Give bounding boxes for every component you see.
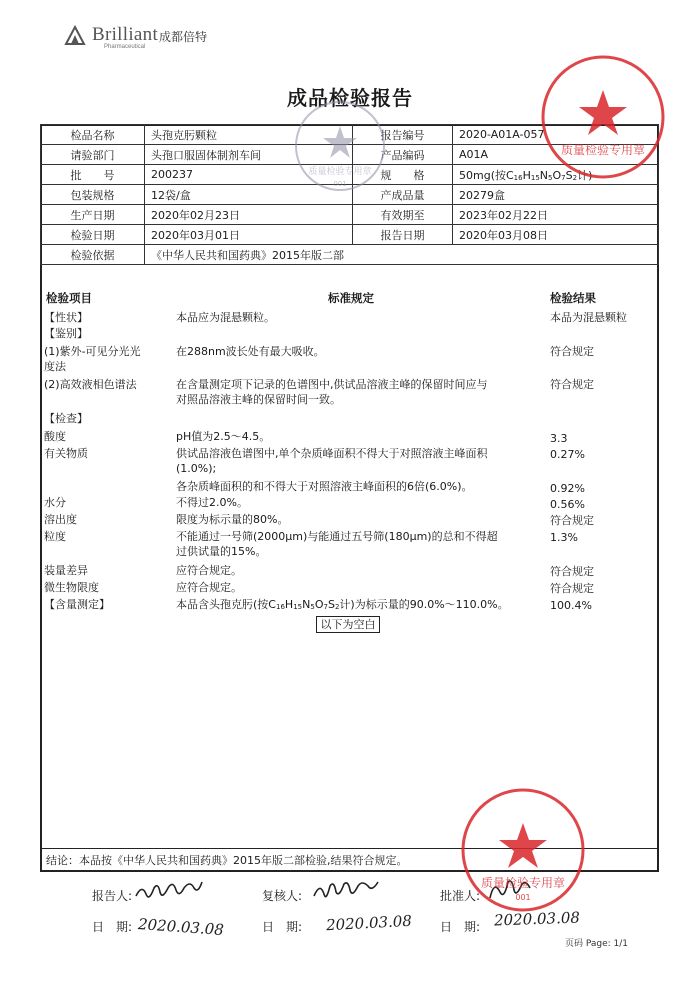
test-item: 酸度 — [44, 430, 66, 443]
test-standard — [176, 597, 509, 615]
info-label: 产成品量 — [353, 185, 453, 205]
date-label: 日 期: — [92, 920, 133, 934]
section-heading: 【鉴别】 — [44, 327, 88, 340]
info-label: 规 格 — [353, 165, 453, 185]
company-qa-stamp-top — [528, 52, 678, 182]
formula-subscript: 7 — [561, 173, 566, 182]
spec-text: 50mg(按C — [459, 168, 514, 182]
test-result: 本品为混悬颗粒 — [550, 311, 627, 324]
stamp-number: 001 — [515, 893, 531, 902]
formula-element: S — [565, 168, 573, 182]
brilliant-logo-icon — [62, 24, 88, 48]
test-standard: 在288nm波长处有最大吸收。 — [176, 345, 325, 358]
formula-subscript: 5 — [548, 173, 553, 182]
approver-label: 批准人: — [440, 889, 481, 903]
test-result: 3.3 — [550, 432, 568, 445]
test-standard: 各杂质峰面积的和不得大于对照溶液主峰面积的6倍(6.0%)。 — [176, 480, 473, 493]
packaging: 12袋/盒 — [145, 185, 353, 205]
info-label: 检验依据 — [41, 245, 145, 265]
formula-element: S — [327, 598, 335, 611]
info-label: 有效期至 — [353, 205, 453, 225]
test-item: 粒度 — [44, 530, 66, 543]
test-standard: (1.0%); — [176, 462, 217, 475]
report-date: 2020年03月08日 — [453, 225, 659, 245]
formula-element: O — [552, 168, 562, 182]
formula-subscript: 15 — [293, 603, 303, 611]
column-header-result: 检验结果 — [550, 291, 596, 305]
test-standard: 应符合规定。 — [176, 564, 242, 577]
info-row — [41, 225, 659, 245]
formula-subscript: 2 — [572, 173, 578, 182]
test-result: 0.92% — [550, 482, 585, 495]
section-heading: 【检查】 — [44, 412, 88, 425]
stamp-text: 质量检验专用章 — [560, 143, 646, 157]
reviewer-date: 2020.03.08 — [325, 911, 413, 935]
formula-element: N — [539, 168, 549, 182]
info-label: 生产日期 — [41, 205, 145, 225]
section-heading: 【含量测定】 — [44, 598, 110, 611]
test-standard: 不能通过一号筛(2000μm)与能通过五号筛(180μm)的总和不得超 — [176, 530, 498, 543]
test-item: (2)高效液相色谱法 — [44, 378, 137, 391]
product-yield: 20279盒 — [453, 185, 659, 205]
date-label: 日 期: — [262, 920, 303, 934]
test-standard: 在含量测定项下记录的色谱图中,供试品溶液主峰的保留时间应与 — [176, 378, 488, 391]
test-result: 符合规定 — [550, 345, 594, 358]
info-label: 报告日期 — [353, 225, 453, 245]
batch-number: 200237 — [145, 165, 353, 185]
formula-element: O — [314, 598, 324, 611]
conclusion: 结论：本品按《中华人民共和国药典》2015年版二部检验,结果符合规定。 — [40, 848, 659, 871]
formula-element: H — [284, 598, 294, 611]
test-standard: 应符合规定。 — [176, 581, 242, 594]
test-item: 水分 — [44, 496, 66, 509]
formula-subscript: 7 — [323, 603, 328, 611]
test-item: 有关物质 — [44, 447, 88, 460]
reviewer-label: 复核人: — [262, 889, 303, 903]
test-result: 符合规定 — [550, 565, 594, 578]
column-header-item: 检验项目 — [46, 291, 92, 305]
formula-subscript: 16 — [275, 603, 285, 611]
manufacture-date: 2020年02月23日 — [145, 205, 353, 225]
info-label: 检品名称 — [41, 125, 145, 145]
reporter-label: 报告人: — [92, 889, 133, 903]
test-result: 0.27% — [550, 448, 585, 461]
test-standard: 供试品溶液色谱图中,单个杂质峰面积不得大于对照溶液主峰面积 — [176, 447, 488, 460]
test-result: 1.3% — [550, 531, 578, 544]
info-row — [41, 205, 659, 225]
stamp-text: 质量检验专用章 — [480, 876, 566, 890]
blank-below-marker: 以下为空白 — [316, 616, 380, 633]
column-header-standard: 标准规定 — [328, 291, 374, 305]
section-heading: 【性状】 — [44, 311, 88, 324]
page-number: 页码 Page: 1/1 — [564, 939, 628, 949]
faint-qa-stamp — [280, 96, 400, 196]
expiry-date: 2023年02月22日 — [453, 205, 659, 225]
formula-element: H — [522, 168, 531, 182]
test-result: 符合规定 — [550, 378, 594, 391]
test-item: 装量差异 — [44, 564, 88, 577]
test-result: 符合规定 — [550, 582, 594, 595]
product-code: A01A — [453, 145, 659, 165]
assay-text: 本品含头孢克肟(按C — [176, 598, 276, 611]
test-basis: 《中华人民共和国药典》2015年版二部 — [145, 245, 659, 265]
info-label: 检验日期 — [41, 225, 145, 245]
info-row — [41, 245, 659, 265]
info-label: 批 号 — [41, 165, 145, 185]
test-date: 2020年03月01日 — [145, 225, 353, 245]
test-standard: pH值为2.5～4.5。 — [176, 430, 271, 443]
report-title: 成品检验报告 — [287, 86, 413, 110]
date-label: 日 期: — [440, 920, 481, 934]
assay-text: 计)为标示量的90.0%～110.0%。 — [339, 598, 509, 611]
brand-subtitle: Pharmaceutical — [104, 44, 146, 50]
test-standard: 不得过2.0%。 — [176, 496, 248, 509]
test-item: 微生物限度 — [44, 581, 99, 594]
stamp-number: 001 — [333, 180, 347, 188]
test-standard: 对照品溶液主峰的保留时间一致。 — [176, 393, 341, 406]
test-result: 符合规定 — [550, 514, 594, 527]
approver-date: 2020.03.08 — [493, 908, 581, 930]
formula-subscript: 2 — [334, 603, 340, 611]
requesting-dept: 头孢口服固体制剂车间 — [145, 145, 353, 165]
info-label: 产品编码 — [353, 145, 453, 165]
brand-chinese: 成都倍特 — [159, 30, 208, 44]
reporter-signature — [132, 878, 212, 908]
info-label: 请验部门 — [41, 145, 145, 165]
company-qa-stamp-bottom — [448, 786, 598, 914]
test-item: 度法 — [44, 360, 66, 373]
formula-subscript: 5 — [310, 603, 315, 611]
test-result: 0.56% — [550, 498, 585, 511]
test-item: (1)紫外-可见分光光 — [44, 345, 141, 358]
test-standard: 本品应为混悬颗粒。 — [176, 311, 275, 324]
formula-subscript: 16 — [513, 173, 523, 182]
reviewer-signature — [310, 876, 390, 906]
spec-text: 计) — [577, 168, 593, 182]
test-standard: 限度为标示量的80%。 — [176, 513, 289, 526]
info-label: 报告编号 — [353, 125, 453, 145]
reporter-date: 2020.03.08 — [137, 915, 225, 939]
test-standard: 过供试量的15%。 — [176, 545, 267, 558]
brand-name: Brilliant — [92, 24, 159, 45]
stamp-text: 质量检验专用章 — [308, 167, 372, 177]
report-number: 2020-A01A-057 — [453, 125, 659, 145]
formula-element: N — [302, 598, 311, 611]
product-name: 头孢克肟颗粒 — [145, 125, 353, 145]
test-result: 100.4% — [550, 599, 592, 612]
test-item: 溶出度 — [44, 513, 77, 526]
formula-subscript: 15 — [530, 173, 540, 182]
info-label: 包装规格 — [41, 185, 145, 205]
